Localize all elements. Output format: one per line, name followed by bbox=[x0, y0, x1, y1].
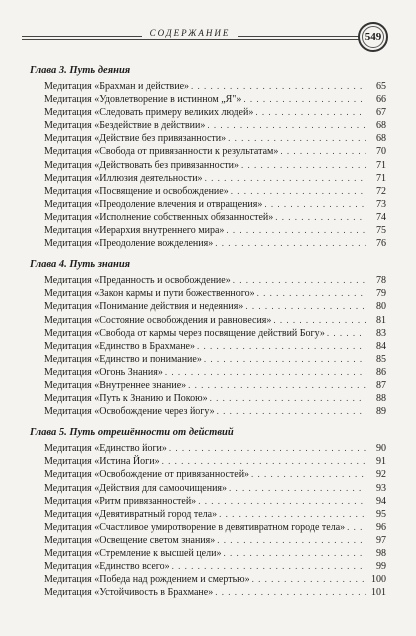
entry-title: Медитация «Брахман и действие» bbox=[44, 81, 190, 92]
dot-leader bbox=[215, 237, 366, 250]
dot-leader bbox=[223, 547, 366, 560]
dot-leader bbox=[273, 314, 366, 327]
entry-title: Медитация «Свобода от привязанности к результатам» bbox=[44, 146, 279, 158]
toc-entry bbox=[30, 274, 386, 287]
dot-leader bbox=[191, 80, 366, 93]
toc-entry bbox=[30, 185, 386, 198]
entry-page-number: 93 bbox=[376, 482, 386, 494]
entry-page-number: 83 bbox=[376, 327, 386, 339]
entry-title: Медитация «Истина Йоги» bbox=[44, 456, 160, 468]
entry-title: Медитация «Преодоление вожделения» bbox=[44, 238, 214, 250]
entry-title: Медитация «Действия для самоочищения» bbox=[44, 482, 228, 494]
entry-page-number: 85 bbox=[376, 353, 386, 365]
toc-entry bbox=[30, 586, 386, 599]
dot-leader bbox=[229, 482, 366, 495]
toc-entry bbox=[30, 93, 386, 106]
toc-entry bbox=[30, 468, 386, 481]
toc-entry bbox=[30, 455, 386, 468]
entry-title: Медитация «Свобода от кармы через посвящение действий Богу» bbox=[44, 327, 325, 339]
entry-title: Медитация «Ритм привязанностей» bbox=[44, 495, 197, 507]
entry-page-number: 65 bbox=[376, 81, 386, 92]
entry-page-number: 89 bbox=[376, 406, 386, 418]
entry-page-number: 84 bbox=[376, 340, 386, 352]
chapter-title: Глава 4. Путь знания bbox=[30, 259, 131, 271]
entry-page-number: 73 bbox=[376, 198, 386, 210]
entry-title: Медитация «Девятивратный город тела» bbox=[44, 508, 218, 520]
page-number-badge: 549 bbox=[358, 22, 388, 52]
entry-page-number: 91 bbox=[376, 456, 386, 468]
toc-entry bbox=[30, 237, 386, 250]
entry-page-number: 70 bbox=[376, 146, 386, 158]
chapter-title: Глава 5. Путь отрешённости от действий bbox=[30, 427, 234, 439]
toc-entry bbox=[30, 106, 386, 119]
dot-leader bbox=[165, 366, 366, 379]
entry-title: Медитация «Освобождение от привязанностей» bbox=[44, 469, 250, 481]
toc-entry bbox=[30, 534, 386, 547]
dot-leader bbox=[226, 224, 366, 237]
dot-leader bbox=[228, 132, 366, 145]
toc-entry bbox=[30, 132, 386, 145]
toc-entry bbox=[30, 159, 386, 172]
entry-page-number: 76 bbox=[376, 238, 386, 250]
entry-title: Медитация «Понимание действия и недеяния» bbox=[44, 301, 244, 313]
toc-entry bbox=[30, 198, 386, 211]
entry-title: Медитация «Победа над рождением и смертью» bbox=[44, 574, 250, 586]
entry-title: Медитация «Путь к Знанию и Покою» bbox=[44, 393, 208, 405]
toc-entry bbox=[30, 508, 386, 521]
chapter-title: Глава 3. Путь деяния bbox=[30, 65, 131, 76]
dot-leader bbox=[245, 300, 366, 313]
toc-entry bbox=[30, 80, 386, 93]
entry-title: Медитация «Иерархия внутреннего мира» bbox=[44, 225, 225, 237]
entry-title: Медитация «Бездействие в действии» bbox=[44, 120, 206, 132]
entry-page-number: 98 bbox=[376, 548, 386, 559]
entry-page-number: 75 bbox=[376, 225, 386, 237]
entry-title: Медитация «Освобождение через йогу» bbox=[44, 406, 215, 418]
entry-page-number: 79 bbox=[376, 288, 386, 300]
toc-entry bbox=[30, 287, 386, 300]
toc-entry bbox=[30, 211, 386, 224]
dot-leader bbox=[162, 455, 366, 468]
entry-title: Медитация «Удовлетворение в истинном „Я"» bbox=[44, 94, 242, 106]
dot-leader bbox=[280, 145, 366, 158]
dot-leader bbox=[215, 586, 366, 599]
toc-entry bbox=[30, 353, 386, 366]
dot-leader bbox=[347, 521, 366, 534]
toc-entry bbox=[30, 442, 386, 455]
entry-page-number: 87 bbox=[376, 379, 386, 391]
entry-title: Медитация «Следовать примеру великих людей» bbox=[44, 107, 254, 119]
toc-entry bbox=[30, 495, 386, 508]
dot-leader bbox=[275, 211, 366, 224]
entry-title: Медитация «Посвящение и освобождение» bbox=[44, 185, 229, 197]
entry-page-number: 80 bbox=[376, 301, 386, 313]
dot-leader bbox=[243, 93, 366, 106]
entry-title: Медитация «Действовать без привязанности» bbox=[44, 159, 239, 171]
entry-title: Медитация «Внутреннее знание» bbox=[44, 379, 187, 391]
toc-entry bbox=[30, 405, 386, 418]
entry-title: Медитация «Закон кармы и пути божественного» bbox=[44, 288, 255, 300]
entry-title: Медитация «Иллюзия деятельности» bbox=[44, 172, 203, 184]
entry-page-number: 81 bbox=[376, 314, 386, 326]
entry-page-number: 67 bbox=[376, 107, 386, 119]
dot-leader bbox=[197, 340, 366, 353]
entry-title: Медитация «Единство йоги» bbox=[44, 443, 167, 455]
dot-leader bbox=[188, 379, 366, 392]
dot-leader bbox=[207, 119, 366, 132]
entry-title: Медитация «Действие без привязанности» bbox=[44, 133, 227, 145]
entry-page-number: 88 bbox=[376, 393, 386, 405]
dot-leader bbox=[217, 405, 366, 418]
dot-leader bbox=[231, 185, 366, 198]
toc-entry bbox=[30, 560, 386, 573]
entry-title: Медитация «Исполнение собственных обязанностей» bbox=[44, 211, 274, 223]
toc-entry bbox=[30, 314, 386, 327]
dot-leader bbox=[172, 560, 366, 573]
entry-page-number: 74 bbox=[376, 211, 386, 223]
entry-title: Медитация «Единство и понимание» bbox=[44, 353, 202, 365]
dot-leader bbox=[252, 573, 366, 586]
entry-title: Медитация «Преданность и освобождение» bbox=[44, 275, 231, 287]
toc-entry bbox=[30, 300, 386, 313]
page-header bbox=[22, 22, 388, 52]
dot-leader bbox=[219, 508, 366, 521]
entry-title: Медитация «Устойчивость в Брахмане» bbox=[44, 587, 214, 599]
entry-title: Медитация «Единство всего» bbox=[44, 561, 170, 573]
entry-title: Медитация «Преодоление влечения и отвращения» bbox=[44, 198, 263, 210]
entry-page-number: 101 bbox=[371, 587, 386, 599]
toc-entry bbox=[30, 340, 386, 353]
toc-entry bbox=[30, 392, 386, 405]
entry-page-number: 96 bbox=[376, 521, 386, 533]
toc-entry bbox=[30, 547, 386, 560]
dot-leader bbox=[210, 392, 366, 405]
toc-entry bbox=[30, 521, 386, 534]
entry-page-number: 90 bbox=[376, 443, 386, 455]
entry-page-number: 66 bbox=[376, 94, 386, 106]
entry-page-number: 71 bbox=[376, 159, 386, 171]
entry-title: Медитация «Огонь Знания» bbox=[44, 366, 163, 378]
toc-entry bbox=[30, 119, 386, 132]
entry-page-number: 97 bbox=[376, 534, 386, 546]
toc-entry bbox=[30, 145, 386, 158]
entry-title: Медитация «Единство в Брахмане» bbox=[44, 340, 195, 352]
entry-page-number: 99 bbox=[376, 561, 386, 573]
entry-page-number: 86 bbox=[376, 366, 386, 378]
entry-page-number: 100 bbox=[371, 574, 386, 586]
toc-entry bbox=[30, 327, 386, 340]
dot-leader bbox=[233, 274, 366, 287]
toc-entry bbox=[30, 172, 386, 185]
entry-page-number: 68 bbox=[376, 120, 386, 132]
dot-leader bbox=[205, 172, 366, 185]
entry-page-number: 71 bbox=[376, 172, 386, 184]
entry-title: Медитация «Состояние освобождения и равновесия» bbox=[44, 314, 272, 326]
header-rule bbox=[22, 39, 372, 40]
toc-entry bbox=[30, 366, 386, 379]
toc-entry bbox=[30, 379, 386, 392]
entry-title: Медитация «Стремление к высшей цели» bbox=[44, 548, 222, 559]
dot-leader bbox=[204, 353, 366, 366]
dot-leader bbox=[257, 287, 366, 300]
toc-entry bbox=[30, 224, 386, 237]
dot-leader bbox=[251, 468, 366, 481]
entry-page-number: 72 bbox=[376, 185, 386, 197]
dot-leader bbox=[169, 442, 366, 455]
entry-page-number: 92 bbox=[376, 469, 386, 481]
dot-leader bbox=[198, 495, 366, 508]
entry-title: Медитация «Счастливое умиротворение в девятивратном городе тела» bbox=[44, 521, 346, 533]
table-of-contents bbox=[30, 62, 386, 599]
running-title: СОДЕРЖАНИЕ bbox=[22, 28, 358, 38]
dot-leader bbox=[217, 534, 366, 547]
dot-leader bbox=[327, 327, 366, 340]
dot-leader bbox=[264, 198, 366, 211]
dot-leader bbox=[255, 106, 366, 119]
dot-leader bbox=[241, 159, 366, 172]
entry-page-number: 94 bbox=[376, 495, 386, 507]
entry-page-number: 95 bbox=[376, 508, 386, 520]
toc-entry bbox=[30, 482, 386, 495]
entry-page-number: 78 bbox=[376, 275, 386, 287]
toc-entry bbox=[30, 573, 386, 586]
entry-title: Медитация «Освещение светом знания» bbox=[44, 534, 216, 546]
entry-page-number: 68 bbox=[376, 133, 386, 145]
